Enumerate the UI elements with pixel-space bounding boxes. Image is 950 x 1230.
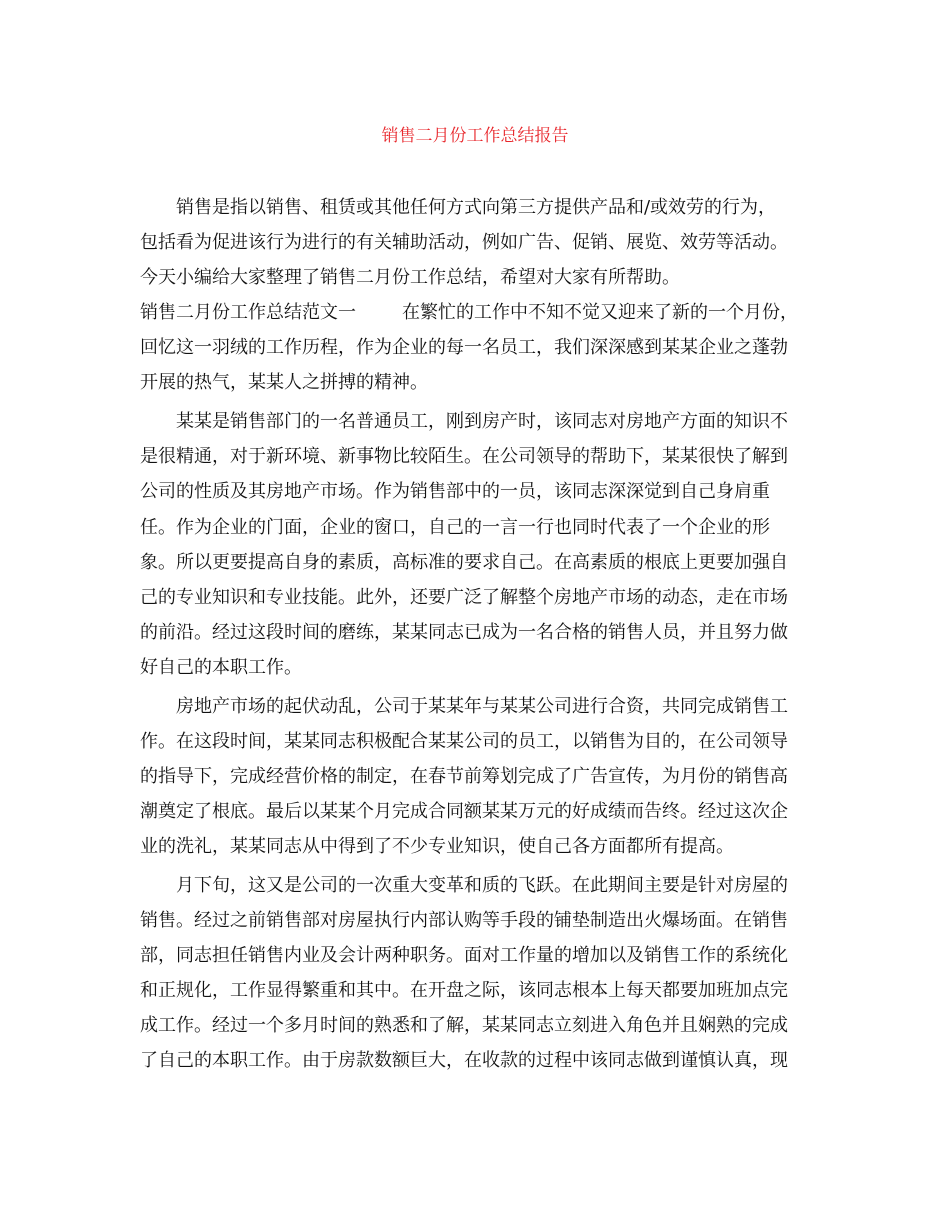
document-title: 销售二月份工作总结报告 — [381, 126, 569, 146]
p3-line-2: 作。在这段时间，某某同志积极配合某某公司的员工，以销售为目的，在公司领导 — [140, 731, 788, 752]
intro-line-2: 包括看为促进该行为进行的有关辅助活动，例如广告、促销、展览、效劳等活动。 — [140, 232, 788, 253]
p2-line-8: 好自己的本职工作。 — [140, 657, 302, 678]
section-line-3: 开展的热气，某某人之拼搏的精神。 — [140, 372, 428, 393]
p2-line-6: 己的专业知识和专业技能。此外，还要广泛了解整个房地产市场的动态，走在市场 — [140, 587, 788, 608]
p3-line-5: 业的洗礼，某某同志从中得到了不少专业知识，使自己各方面都所有提高。 — [140, 836, 734, 857]
p3-line-3: 的指导下，完成经营价格的制定，在春节前筹划完成了广告宣传，为月份的销售高 — [140, 766, 788, 787]
p4-line-4: 和正规化，工作显得繁重和其中。在开盘之际，该同志根本上每天都要加班加点完 — [140, 980, 788, 1001]
p2-line-4: 任。作为企业的门面，企业的窗口，自己的一言一行也同时代表了一个企业的形 — [140, 517, 770, 538]
p3-line-4: 潮奠定了根底。最后以某某个月完成合同额某某万元的好成绩而告终。经过这次企 — [140, 801, 788, 822]
intro-line-1: 销售是指以销售、租赁或其他任何方式向第三方提供产品和/或效劳的行为， — [176, 197, 777, 218]
p2-line-5: 象。所以更要提高自身的素质，高标准的要求自己。在高素质的根底上更要加强自 — [140, 552, 788, 573]
intro-line-3: 今天小编给大家整理了销售二月份工作总结，希望对大家有所帮助。 — [140, 267, 680, 288]
p2-line-1: 某某是销售部门的一名普通员工，刚到房产时，该同志对房地产方面的知识不 — [176, 411, 788, 432]
p4-line-5: 成工作。经过一个多月时间的熟悉和了解，某某同志立刻进入角色并且娴熟的完成 — [140, 1015, 788, 1036]
p2-line-3: 公司的性质及其房地产市场。作为销售部中的一员，该同志深深觉到自己身肩重 — [140, 481, 770, 502]
section-line-1: 在繁忙的工作中不知不觉又迎来了新的一个月份， — [402, 302, 798, 323]
p4-line-6: 了自己的本职工作。由于房款数额巨大，在收款的过程中该同志做到谨慎认真，现 — [140, 1050, 788, 1071]
p2-line-7: 的前沿。经过这段时间的磨练，某某同志已成为一名合格的销售人员，并且努力做 — [140, 622, 788, 643]
p4-line-2: 销售。经过之前销售部对房屋执行内部认购等手段的铺垫制造出火爆场面。在销售 — [140, 910, 788, 931]
p3-line-1: 房地产市场的起伏动乱，公司于某某年与某某公司进行合资，共同完成销售工 — [176, 696, 788, 717]
p4-line-3: 部，同志担任销售内业及会计两种职务。面对工作量的增加以及销售工作的系统化 — [140, 945, 788, 966]
section-line-2: 回忆这一羽绒的工作历程，作为企业的每一名员工，我们深深感到某某企业之蓬勃 — [140, 337, 788, 358]
p4-line-1: 月下旬，这又是公司的一次重大变革和质的飞跃。在此期间主要是针对房屋的 — [176, 875, 788, 896]
p2-line-2: 是很精通，对于新环境、新事物比较陌生。在公司领导的帮助下，某某很快了解到 — [140, 446, 788, 467]
section-heading: 销售二月份工作总结范文一 — [140, 302, 356, 323]
